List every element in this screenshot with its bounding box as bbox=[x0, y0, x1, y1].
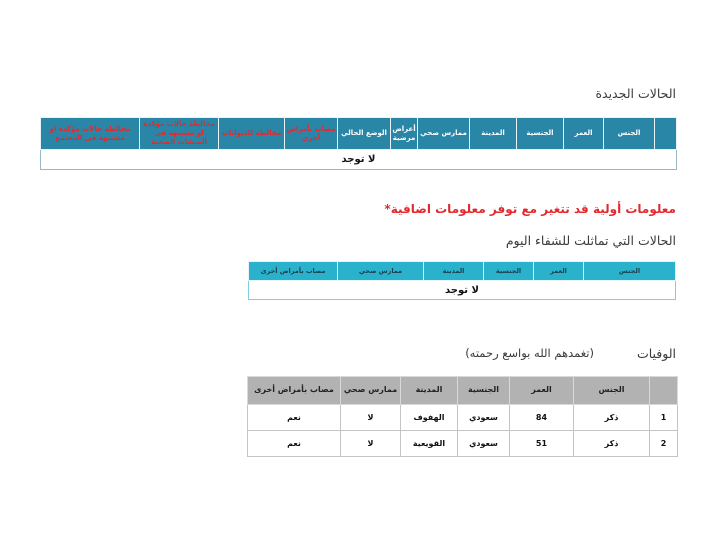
header-cell: الجنس bbox=[584, 262, 676, 281]
table-row bbox=[248, 405, 678, 431]
comorbidity-cell: نعم bbox=[248, 405, 341, 431]
header-cell: ممارس صحي bbox=[418, 118, 470, 150]
city-cell: القويعية bbox=[401, 431, 458, 457]
comorbidity-cell: نعم bbox=[248, 431, 341, 457]
deaths-subtitle: (تغمدهم الله بواسع رحمته) bbox=[465, 346, 594, 360]
row-number: 1 bbox=[650, 405, 678, 431]
health-worker-cell: لا bbox=[341, 431, 401, 457]
header-cell: المدينة bbox=[470, 118, 517, 150]
empty-state-cell: لا توجد bbox=[41, 150, 677, 170]
header-cell: مصاب بأمراض أخرى bbox=[248, 377, 341, 405]
header-cell: الجنس bbox=[574, 377, 650, 405]
header-cell: العمر bbox=[510, 377, 574, 405]
table-header-row bbox=[249, 262, 676, 281]
header-cell: مصاب بأمراض أخرى bbox=[249, 262, 338, 281]
header-cell bbox=[655, 118, 677, 150]
header-cell: ممارس صحي bbox=[338, 262, 424, 281]
nationality-cell: سعودي bbox=[458, 405, 510, 431]
table-row bbox=[249, 281, 676, 300]
recovered-title: الحالات التي تماثلت للشفاء اليوم bbox=[505, 233, 676, 248]
header-cell: ممارس صحي bbox=[341, 377, 401, 405]
table-row bbox=[41, 150, 677, 170]
header-cell: مخالطة حالات مؤكدة او مشتبهة في المجتمع bbox=[41, 118, 140, 150]
header-cell: الجنسية bbox=[517, 118, 564, 150]
health-worker-cell: لا bbox=[341, 405, 401, 431]
table-row bbox=[248, 431, 678, 457]
recovered-table bbox=[248, 261, 676, 300]
gender-cell: ذكر bbox=[574, 405, 650, 431]
disclaimer-note: معلومات أولية قد تتغير مع توفر معلومات اضافية* bbox=[384, 202, 676, 216]
header-cell bbox=[650, 377, 678, 405]
deaths-title: الوفيات bbox=[636, 346, 676, 361]
header-cell: أعراض مرضية bbox=[391, 118, 418, 150]
table-header-row bbox=[41, 118, 677, 150]
header-cell: الجنسية bbox=[458, 377, 510, 405]
city-cell: الهفوف bbox=[401, 405, 458, 431]
deaths-table bbox=[247, 376, 678, 457]
header-cell: الجنسية bbox=[484, 262, 534, 281]
header-cell: المدينة bbox=[401, 377, 458, 405]
header-cell: العمر bbox=[534, 262, 584, 281]
new-cases-table bbox=[40, 117, 677, 170]
header-cell: العمر bbox=[564, 118, 604, 150]
header-cell: مخالطة حالات مؤكدة او مشتبهة في المنشات الصحية bbox=[140, 118, 219, 150]
header-cell: مخالطة للديوانات bbox=[219, 118, 285, 150]
header-cell: الوضع الحالي bbox=[338, 118, 391, 150]
gender-cell: ذكر bbox=[574, 431, 650, 457]
header-cell: مصاب بأمراض أخرى bbox=[285, 118, 338, 150]
header-cell: الجنس bbox=[604, 118, 655, 150]
new-cases-title: الحالات الجديدة bbox=[595, 86, 676, 101]
header-cell: المدينة bbox=[424, 262, 484, 281]
row-number: 2 bbox=[650, 431, 678, 457]
age-cell: 51 bbox=[510, 431, 574, 457]
nationality-cell: سعودي bbox=[458, 431, 510, 457]
age-cell: 84 bbox=[510, 405, 574, 431]
empty-state-cell: لا توجد bbox=[249, 281, 676, 300]
table-header-row bbox=[248, 377, 678, 405]
